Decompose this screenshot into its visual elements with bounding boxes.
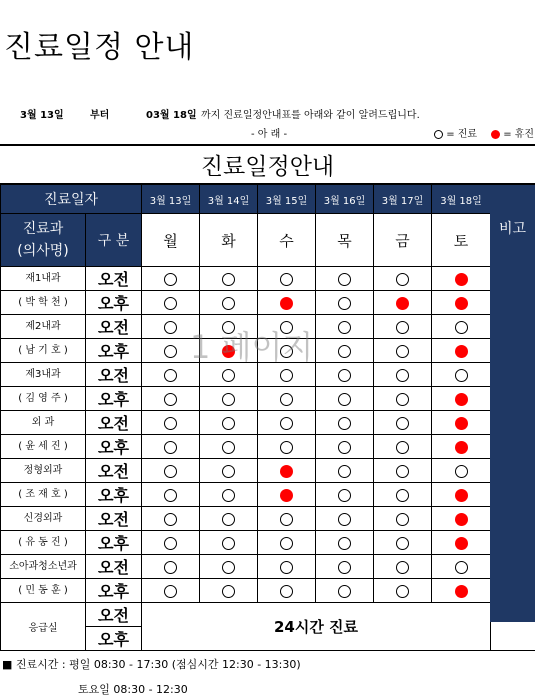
- schedule-row: [1, 411, 491, 435]
- legend-open: [434, 125, 477, 140]
- status-cell: [200, 387, 258, 411]
- schedule-row: [1, 291, 491, 315]
- header-day: 토: [432, 214, 491, 267]
- status-cell: [200, 507, 258, 531]
- status-cell: [374, 363, 432, 387]
- header-date: 3월 16일: [316, 185, 374, 214]
- emergency-row: [1, 603, 491, 627]
- open-circle-icon: [396, 537, 409, 550]
- status-cell: [142, 411, 200, 435]
- header-day: 수: [258, 214, 316, 267]
- status-cell: [432, 555, 491, 579]
- open-circle-icon: [338, 513, 351, 526]
- closed-dot-icon: [455, 345, 468, 358]
- open-circle-icon: [396, 345, 409, 358]
- dept-cell: ( 남 기 호 ): [1, 339, 86, 363]
- open-circle-icon: [222, 441, 235, 454]
- status-cell: [200, 531, 258, 555]
- status-cell: [200, 555, 258, 579]
- open-circle-icon: [396, 561, 409, 574]
- status-cell: [142, 291, 200, 315]
- open-circle-icon: [338, 273, 351, 286]
- status-cell: [432, 531, 491, 555]
- am-label: 오전: [86, 411, 142, 435]
- am-label: 오전: [86, 267, 142, 291]
- header-day: 월: [142, 214, 200, 267]
- status-cell: [432, 339, 491, 363]
- open-circle-icon: [222, 489, 235, 502]
- closed-dot-icon: [280, 297, 293, 310]
- status-cell: [432, 411, 491, 435]
- schedule-row: [1, 387, 491, 411]
- schedule-table: [0, 184, 491, 651]
- remarks-column: [490, 184, 535, 622]
- closed-dot-icon: [455, 273, 468, 286]
- open-circle-icon: [164, 561, 177, 574]
- closed-dot-icon: [280, 465, 293, 478]
- dept-cell: 소아과청소년과: [1, 555, 86, 579]
- open-circle-icon: [280, 441, 293, 454]
- status-cell: [316, 459, 374, 483]
- closed-dot-icon: [455, 489, 468, 502]
- status-cell: [200, 483, 258, 507]
- am-label: 오전: [86, 555, 142, 579]
- hours-saturday: 토요일 08:30 - 12:30: [78, 683, 188, 696]
- header-date: 3월 14일: [200, 185, 258, 214]
- open-circle-icon: [280, 561, 293, 574]
- status-cell: [200, 267, 258, 291]
- open-circle-icon: [338, 441, 351, 454]
- legend-closed-label: = 휴진: [503, 129, 535, 140]
- status-cell: [374, 579, 432, 603]
- status-cell: [374, 267, 432, 291]
- dept-cell: ( 김 영 주 ): [1, 387, 86, 411]
- open-circle-icon: [164, 273, 177, 286]
- status-cell: [316, 555, 374, 579]
- status-cell: [258, 267, 316, 291]
- status-cell: [316, 411, 374, 435]
- status-cell: [316, 531, 374, 555]
- status-cell: [432, 363, 491, 387]
- open-circle-icon: [280, 537, 293, 550]
- status-cell: [142, 459, 200, 483]
- status-cell: [258, 435, 316, 459]
- open-circle-icon: [222, 369, 235, 382]
- dept-cell: ( 민 동 훈 ): [1, 579, 86, 603]
- open-circle-icon: [338, 537, 351, 550]
- schedule-row: [1, 579, 491, 603]
- status-cell: [258, 555, 316, 579]
- dept-cell: ( 박 학 천 ): [1, 291, 86, 315]
- status-cell: [258, 531, 316, 555]
- pm-label: 오후: [86, 531, 142, 555]
- am-label: 오전: [86, 603, 142, 627]
- table-title: 진료일정안내: [200, 154, 335, 180]
- open-circle-icon: [396, 393, 409, 406]
- open-circle-icon: [396, 321, 409, 334]
- header-type-label: 구 분: [86, 214, 142, 267]
- schedule-row: [1, 435, 491, 459]
- page-watermark: 1 페이지: [190, 328, 314, 366]
- header-dept-label: 진료과 (의사명): [1, 214, 86, 267]
- status-cell: [258, 387, 316, 411]
- open-circle-icon: [164, 465, 177, 478]
- notice-end-date: 03월 18일: [146, 110, 197, 121]
- pm-label: 오후: [86, 627, 142, 651]
- open-circle-icon: [222, 537, 235, 550]
- open-circle-icon: [280, 585, 293, 598]
- status-cell: [316, 339, 374, 363]
- status-cell: [432, 459, 491, 483]
- header-day: 목: [316, 214, 374, 267]
- header-date-label: 진료일자: [1, 185, 142, 214]
- status-cell: [316, 363, 374, 387]
- status-cell: [258, 459, 316, 483]
- closed-dot-icon: [455, 417, 468, 430]
- page-title: 진료일정 안내: [4, 30, 195, 65]
- dept-cell: ( 조 재 호 ): [1, 483, 86, 507]
- open-circle-icon: [338, 585, 351, 598]
- status-cell: [316, 507, 374, 531]
- status-cell: [316, 315, 374, 339]
- open-circle-icon: [396, 417, 409, 430]
- status-cell: [374, 291, 432, 315]
- am-label: 오전: [86, 315, 142, 339]
- header-day: 금: [374, 214, 432, 267]
- status-cell: [258, 483, 316, 507]
- open-circle-icon: [338, 465, 351, 478]
- status-cell: [142, 507, 200, 531]
- schedule-row: [1, 531, 491, 555]
- hours-weekday: ■ 진료시간 : 평일 08:30 - 17:30 (점심시간 12:30 - 13:30): [2, 658, 301, 671]
- legend-closed: [491, 125, 534, 140]
- status-cell: [316, 579, 374, 603]
- open-circle-icon: [164, 369, 177, 382]
- status-cell: [432, 507, 491, 531]
- divider-bottom: [0, 650, 535, 651]
- open-circle-icon: [396, 369, 409, 382]
- status-cell: [142, 267, 200, 291]
- open-circle-icon: [222, 585, 235, 598]
- status-cell: [258, 411, 316, 435]
- open-circle-icon: [455, 465, 468, 478]
- closed-dot-icon: [455, 297, 468, 310]
- emergency-label: 응급실: [1, 603, 86, 651]
- open-circle-icon: [338, 561, 351, 574]
- status-cell: [374, 339, 432, 363]
- emergency-hours: 24시간 진료: [142, 603, 491, 651]
- status-cell: [374, 531, 432, 555]
- status-cell: [258, 291, 316, 315]
- status-cell: [200, 435, 258, 459]
- open-circle-icon: [338, 393, 351, 406]
- closed-dot-icon: [455, 513, 468, 526]
- divider-top: [0, 144, 535, 146]
- open-circle-icon: [222, 417, 235, 430]
- status-cell: [142, 579, 200, 603]
- status-cell: [432, 579, 491, 603]
- open-circle-icon: [222, 393, 235, 406]
- open-circle-icon: [338, 369, 351, 382]
- schedule-row: [1, 483, 491, 507]
- open-circle-icon: [280, 273, 293, 286]
- legend-open-label: = 진료: [446, 129, 478, 140]
- open-circle-icon: [164, 321, 177, 334]
- open-circle-icon: [338, 297, 351, 310]
- am-label: 오전: [86, 507, 142, 531]
- open-circle-icon: [280, 417, 293, 430]
- closed-dot-icon: [280, 489, 293, 502]
- header-date: 3월 18일: [432, 185, 491, 214]
- open-circle-icon: [164, 441, 177, 454]
- status-cell: [374, 387, 432, 411]
- open-circle-icon: [338, 489, 351, 502]
- dept-cell: ( 유 동 진 ): [1, 531, 86, 555]
- status-cell: [432, 435, 491, 459]
- status-cell: [316, 435, 374, 459]
- closed-dot-icon: [455, 441, 468, 454]
- dept-cell: 신경외과: [1, 507, 86, 531]
- open-circle-icon: [222, 561, 235, 574]
- open-circle-icon: [396, 489, 409, 502]
- status-cell: [374, 435, 432, 459]
- status-cell: [200, 411, 258, 435]
- status-cell: [142, 435, 200, 459]
- status-cell: [200, 459, 258, 483]
- open-circle-icon: [222, 465, 235, 478]
- status-cell: [316, 267, 374, 291]
- remarks-label: 비고: [498, 221, 527, 237]
- closed-dot-icon: [396, 297, 409, 310]
- header-day: 화: [200, 214, 258, 267]
- open-circle-icon: [338, 345, 351, 358]
- schedule-row: [1, 267, 491, 291]
- dept-cell: ( 윤 세 진 ): [1, 435, 86, 459]
- status-cell: [142, 483, 200, 507]
- open-circle-icon: [222, 297, 235, 310]
- pm-label: 오후: [86, 435, 142, 459]
- closed-dot-icon: [491, 130, 500, 139]
- closed-dot-icon: [455, 537, 468, 550]
- dept-cell: 재1내과: [1, 267, 86, 291]
- status-cell: [432, 387, 491, 411]
- dept-cell: 제3내과: [1, 363, 86, 387]
- header-date: 3월 13일: [142, 185, 200, 214]
- open-circle-icon: [164, 537, 177, 550]
- open-circle-icon: [434, 130, 443, 139]
- open-circle-icon: [164, 297, 177, 310]
- open-circle-icon: [164, 585, 177, 598]
- open-circle-icon: [338, 321, 351, 334]
- closed-dot-icon: [455, 393, 468, 406]
- pm-label: 오후: [86, 579, 142, 603]
- open-circle-icon: [455, 321, 468, 334]
- notice-start-date: 3월 13일: [20, 110, 64, 121]
- schedule-row: [1, 459, 491, 483]
- closed-dot-icon: [455, 585, 468, 598]
- open-circle-icon: [280, 513, 293, 526]
- open-circle-icon: [222, 273, 235, 286]
- header-date: 3월 17일: [374, 185, 432, 214]
- status-cell: [200, 291, 258, 315]
- status-cell: [374, 411, 432, 435]
- status-cell: [374, 315, 432, 339]
- schedule-row: [1, 507, 491, 531]
- status-cell: [374, 555, 432, 579]
- dept-cell: 정형외과: [1, 459, 86, 483]
- status-cell: [142, 555, 200, 579]
- open-circle-icon: [396, 273, 409, 286]
- open-circle-icon: [338, 417, 351, 430]
- notice-sentence: 까지 진료일정안내표를 아래와 같이 알려드립니다.: [201, 110, 420, 121]
- status-cell: [374, 507, 432, 531]
- open-circle-icon: [164, 417, 177, 430]
- status-cell: [374, 483, 432, 507]
- schedule-row: [1, 555, 491, 579]
- dept-cell: 외 과: [1, 411, 86, 435]
- open-circle-icon: [396, 465, 409, 478]
- status-cell: [316, 387, 374, 411]
- open-circle-icon: [396, 441, 409, 454]
- open-circle-icon: [396, 513, 409, 526]
- status-cell: [200, 579, 258, 603]
- open-circle-icon: [280, 369, 293, 382]
- open-circle-icon: [164, 513, 177, 526]
- status-cell: [316, 483, 374, 507]
- status-cell: [142, 531, 200, 555]
- status-cell: [258, 507, 316, 531]
- status-cell: [432, 291, 491, 315]
- open-circle-icon: [396, 585, 409, 598]
- open-circle-icon: [164, 345, 177, 358]
- status-cell: [432, 267, 491, 291]
- status-cell: [142, 387, 200, 411]
- am-label: 오전: [86, 363, 142, 387]
- status-cell: [432, 315, 491, 339]
- open-circle-icon: [280, 393, 293, 406]
- pm-label: 오후: [86, 339, 142, 363]
- pm-label: 오후: [86, 483, 142, 507]
- open-circle-icon: [164, 393, 177, 406]
- open-circle-icon: [455, 561, 468, 574]
- pm-label: 오후: [86, 387, 142, 411]
- open-circle-icon: [164, 489, 177, 502]
- pm-label: 오후: [86, 291, 142, 315]
- status-cell: [374, 459, 432, 483]
- status-cell: [316, 291, 374, 315]
- dept-cell: 제2내과: [1, 315, 86, 339]
- open-circle-icon: [222, 513, 235, 526]
- status-cell: [258, 579, 316, 603]
- notice-below: - 아 래 -: [251, 129, 288, 140]
- status-cell: [432, 483, 491, 507]
- open-circle-icon: [455, 369, 468, 382]
- am-label: 오전: [86, 459, 142, 483]
- notice-from-word: 부터: [90, 110, 110, 121]
- header-date: 3월 15일: [258, 185, 316, 214]
